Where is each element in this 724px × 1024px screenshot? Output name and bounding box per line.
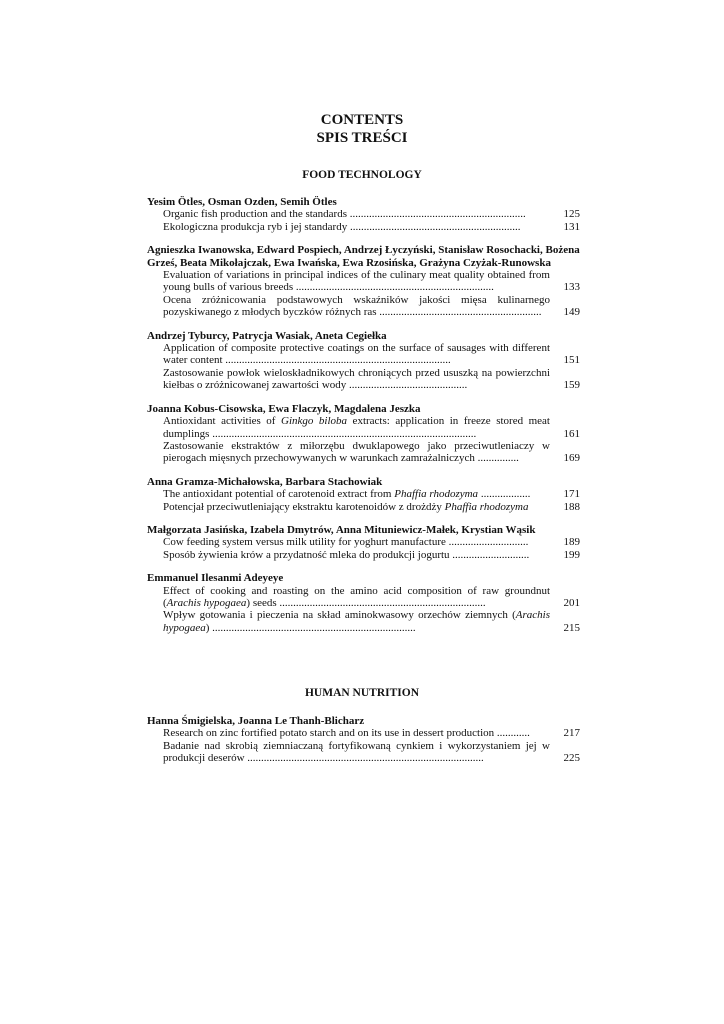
page-number: 171 xyxy=(563,488,580,501)
page-number: 161 xyxy=(563,427,580,440)
species-name: Arachis hypogaea xyxy=(163,609,550,634)
authors: Małgorzata Jasińska, Izabela Dmytrów, Anna Mituniewicz-Małek, Krystian Wąsik xyxy=(147,523,536,536)
authors: Agnieszka Iwanowska, Edward Pospiech, Andrzej Łyczyński, Stanisław Rosochacki, Bożena Grześ, Beata Mikołajczak, Ewa Iwańska, Ewa Rzosińska, Grażyna Czyżak-Runowska xyxy=(147,244,580,269)
toc-entry[interactable] xyxy=(147,740,580,765)
toc-entry[interactable] xyxy=(147,221,580,233)
entry-title-part: Potencjał przeciwutleniający ekstraktu karotenoidów z drożdży xyxy=(163,500,445,513)
article-group xyxy=(147,476,580,513)
entry-title: Cow feeding system versus milk utility for yoghurt manufacture ............................. xyxy=(163,536,529,549)
entry-title: Zastosowanie ekstraktów z miłorzębu dwuklapowego jako przeciwutleniaczy w pierogach mięsnych przechowywanych w warunkach zamrażalniczych ............... xyxy=(163,439,550,465)
page-number: 125 xyxy=(563,208,580,221)
toc-entry[interactable] xyxy=(147,415,580,440)
page-number: 225 xyxy=(563,752,580,765)
species-name: Phaffia rhodozyma xyxy=(394,488,479,501)
toc-entry[interactable] xyxy=(147,367,580,392)
entry-title: Application of composite protective coatings on the surface of sausages with different water content .................................................................................. xyxy=(163,342,550,367)
entry-title-part: Wpływ gotowania i pieczenia na skład aminokwasowy orzechów ziemnych ( xyxy=(163,609,516,622)
article-group xyxy=(147,403,580,465)
page-number: 199 xyxy=(563,548,580,561)
section-heading-food-technology: FOOD TECHNOLOGY xyxy=(302,169,422,181)
toc-entry[interactable] xyxy=(147,585,580,610)
toc-entry[interactable] xyxy=(147,342,580,367)
entry-title: Zastosowanie powłok wieloskładnikowych chroniących przed ususzką na powierzchni kiełbas o zróżnicowanej zawartości wody ........................................... xyxy=(163,366,550,392)
page-number: 151 xyxy=(563,354,580,367)
species-name: Ginkgo biloba xyxy=(281,415,348,428)
authors: Yesim Ötles, Osman Ozden, Semih Ötles xyxy=(147,196,337,208)
page-number: 201 xyxy=(563,596,580,609)
toc-entry[interactable] xyxy=(147,609,580,634)
article-group xyxy=(147,524,580,561)
entry-title xyxy=(163,501,550,513)
entry-title-part: Antioxidant activities of xyxy=(163,415,281,428)
page-number: 217 xyxy=(563,727,580,740)
authors: Joanna Kobus-Cisowska, Ewa Flaczyk, Magdalena Jeszka xyxy=(147,402,421,415)
toc-entry[interactable] xyxy=(147,536,580,548)
entry-title: Sposób żywienia krów a przydatność mleka do produkcji jogurtu ............................ xyxy=(163,548,530,561)
entry-title: Badanie nad skrobią ziemniaczaną fortyfikowaną cynkiem i wykorzystaniem jej w produkcji deserów ...................................................................................... xyxy=(163,739,550,765)
toc-entry[interactable] xyxy=(147,269,580,294)
page-number: 149 xyxy=(563,306,580,319)
authors: Hanna Śmigielska, Joanna Le Thanh-Blicharz xyxy=(147,715,365,727)
entry-title: Organic fish production and the standards ................................................................ xyxy=(163,208,526,221)
page-number: 189 xyxy=(563,536,580,549)
page-number: 159 xyxy=(563,379,580,392)
entry-title: Evaluation of variations in principal indices of the culinary meat quality obtained from young bulls of various breeds ........................................................................ xyxy=(163,269,550,294)
entry-title: Ocena zróżnicowania podstawowych wskaźników jakości mięsa kulinarnego pozyskiwanego z młodych byczków różnych ras ........................................................... xyxy=(163,293,550,319)
authors: Andrzej Tyburcy, Patrycja Wasiak, Aneta Cegiełka xyxy=(147,329,387,342)
toc-entry[interactable] xyxy=(147,501,580,513)
section-heading-human-nutrition: HUMAN NUTRITION xyxy=(304,687,420,699)
toc-entry[interactable] xyxy=(147,549,580,561)
page-title: CONTENTS xyxy=(320,112,404,128)
article-group xyxy=(147,244,580,318)
toc-entry[interactable] xyxy=(147,294,580,319)
food-technology-list xyxy=(147,196,580,645)
article-group xyxy=(147,715,580,765)
page-number: 215 xyxy=(563,621,580,634)
species-name: Arachis hypogaea xyxy=(166,596,247,609)
entry-title xyxy=(163,609,550,634)
entry-title-part: .................. xyxy=(478,488,531,501)
authors: Anna Gramza-Michałowska, Barbara Stachowiak xyxy=(147,475,383,488)
species-name: Phaffia rhodozyma xyxy=(444,500,529,513)
page-number: 133 xyxy=(563,281,580,294)
article-group xyxy=(147,572,580,634)
entry-title-part: The antioxidant potential of carotenoid extract from xyxy=(163,488,395,501)
page-number: 188 xyxy=(563,500,580,513)
entry-title-part: extracts: application in freeze stored meat dumplings ................................................................................................ xyxy=(163,415,550,440)
article-group xyxy=(147,196,580,233)
toc-entry[interactable] xyxy=(147,208,580,220)
entry-title: Research on zinc fortified potato starch and on its use in dessert production ............ xyxy=(163,727,530,740)
authors: Emmanuel Ilesanmi Adeyeye xyxy=(147,572,284,585)
page-number: 169 xyxy=(563,452,580,465)
entry-title xyxy=(163,488,550,500)
entry-title xyxy=(163,585,550,610)
entry-title: Ekologiczna produkcja ryb i jej standardy .............................................................. xyxy=(163,220,521,233)
toc-entry[interactable] xyxy=(147,727,580,739)
page-subtitle: SPIS TREŚCI xyxy=(316,130,408,146)
article-group xyxy=(147,330,580,392)
entry-title xyxy=(163,415,550,440)
page-number: 131 xyxy=(563,220,580,233)
human-nutrition-list xyxy=(147,715,580,776)
entry-title-part: ) seeds ........................................................................... xyxy=(246,596,486,609)
toc-entry[interactable] xyxy=(147,488,580,500)
toc-entry[interactable] xyxy=(147,440,580,465)
entry-title-part: ) .......................................................................... xyxy=(205,621,416,634)
entry-title-part: Effect of cooking and roasting on the amino acid composition of raw groundnut ( xyxy=(163,584,550,609)
